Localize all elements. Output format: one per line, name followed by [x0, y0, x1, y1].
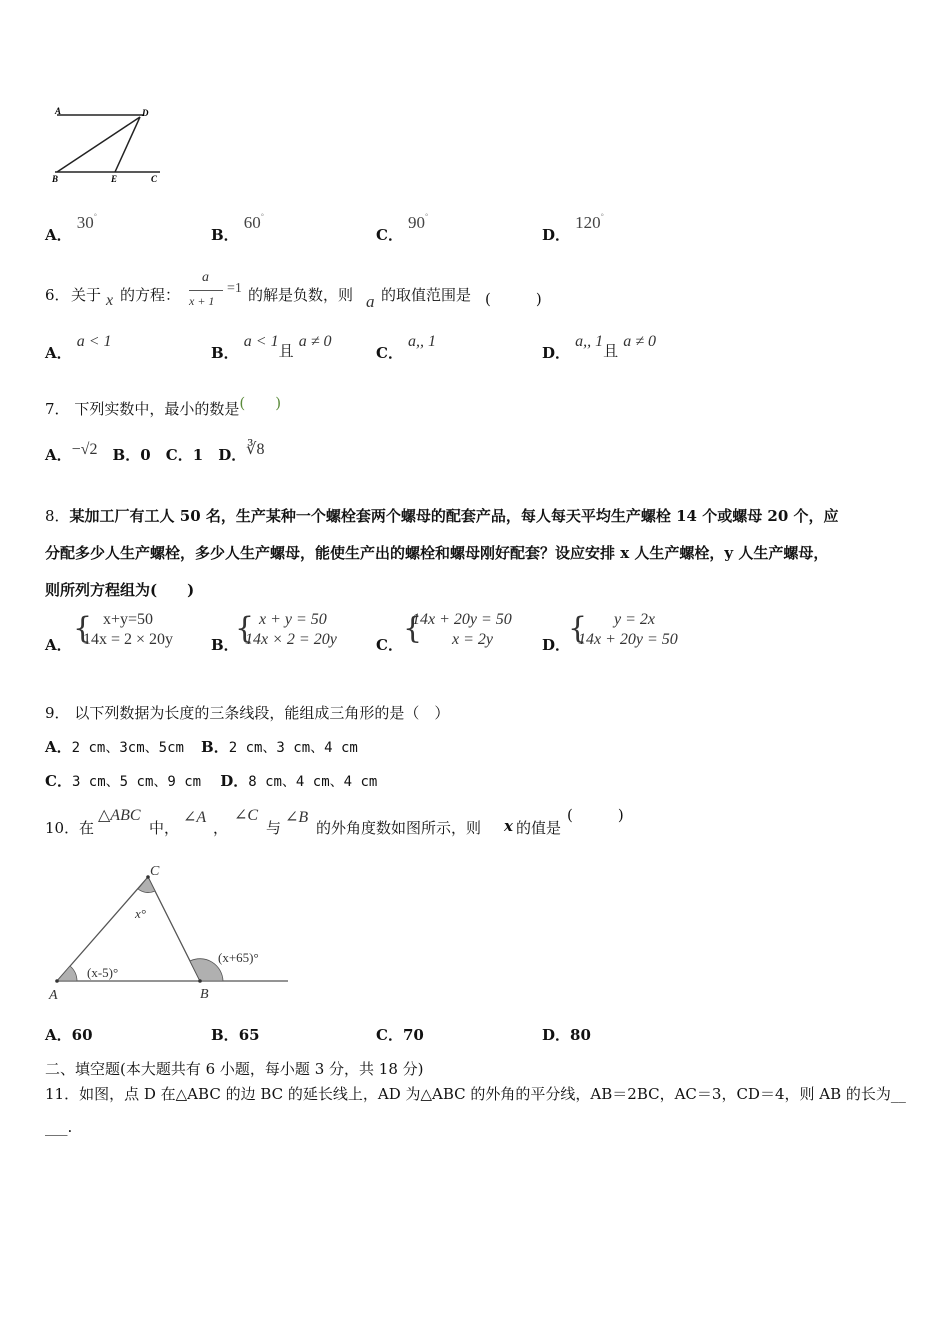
option-label: D．: [542, 344, 571, 362]
q9-option-a[interactable]: [45, 737, 184, 756]
question-number: 8．: [45, 507, 70, 525]
option-label: C．: [165, 446, 193, 464]
option-math-2: a ≠ 0: [623, 333, 656, 350]
equation-2: x = 2y: [452, 631, 493, 648]
question-8: [45, 498, 905, 609]
q7-options: [45, 438, 265, 464]
option-value: 30: [76, 213, 94, 232]
question-9: [45, 702, 449, 723]
q6-text-3: 的解是负数，则: [248, 286, 354, 304]
q9-option-b[interactable]: [201, 737, 358, 756]
label-b: B: [200, 987, 209, 1002]
q10-triangle: △ABC: [98, 807, 141, 824]
option-label: D．: [220, 772, 249, 790]
option-label: D．: [542, 1026, 571, 1044]
degree-mark: °: [600, 212, 604, 221]
q10-option-c[interactable]: [376, 1024, 424, 1045]
option-label: B．: [211, 1026, 239, 1044]
q9-option-c[interactable]: [45, 771, 201, 790]
option-label: B．: [211, 344, 239, 362]
label-c: C: [151, 174, 158, 184]
option-math: a,, 1: [408, 333, 437, 350]
q6-text-2: 的方程：: [120, 286, 181, 304]
equation-2: 14x × 2 = 20y: [245, 631, 337, 648]
option-math: a < 1: [76, 333, 112, 350]
q10-angle-b: ∠B: [285, 809, 309, 826]
q10-option-d[interactable]: [542, 1024, 591, 1045]
option-label: A．: [45, 636, 72, 654]
q6-paren: ( ): [485, 290, 542, 308]
q6-frac-den: x + 1: [189, 294, 215, 308]
option-label: B．: [211, 636, 239, 654]
option-label: A．: [45, 226, 72, 244]
question-7: [45, 394, 282, 419]
q7-option-c[interactable]: [165, 439, 208, 464]
q7-option-a[interactable]: [45, 439, 103, 464]
option-math: a,, 1: [575, 333, 604, 350]
brace-icon: {: [403, 611, 423, 646]
degree-mark: °: [260, 212, 264, 221]
q9-option-d[interactable]: [220, 771, 377, 790]
option-label: A．: [45, 344, 72, 362]
option-label: B．: [112, 446, 141, 464]
option-value: 3 cm、5 cm、9 cm: [71, 774, 202, 790]
q10-option-b[interactable]: [211, 1024, 260, 1045]
q10-text-3: 与: [266, 819, 282, 837]
equation-1: x+y=50: [103, 611, 154, 628]
label-a-angle: (x-5)°: [87, 965, 119, 980]
option-label: D．: [218, 446, 247, 464]
option-value: 60: [243, 213, 261, 232]
question-text: 以下列数据为长度的三条线段，能组成三角形的是（ ）: [74, 704, 450, 722]
q10-text-5: 的值是: [516, 819, 562, 837]
label-a: A: [55, 106, 62, 116]
q10-angle-c: ∠C: [234, 807, 259, 824]
equation-1: y = 2x: [614, 611, 655, 628]
section-2-title: 二、填空题(本大题共有 6 小题，每小题 3 分，共 18 分): [45, 1060, 424, 1078]
q9-options-row-2: [45, 770, 377, 791]
brace-icon: {: [568, 611, 588, 646]
label-x-angle: x°: [135, 906, 146, 921]
question-number: 7．: [45, 400, 70, 418]
option-label: D．: [542, 226, 571, 244]
option-value: 65: [238, 1026, 260, 1044]
figure-q5-parallel-lines: [45, 100, 170, 190]
option-value: 1: [192, 446, 204, 464]
q11-line-1: 11．如图，点 D 在△ABC 的边 BC 的延长线上，AD 为△ABC 的外角的平分线，AB＝2BC，AC＝3，CD＝4，则 AB 的长为__: [45, 1085, 906, 1103]
option-label: B．: [201, 738, 229, 756]
q6-equals: =1: [227, 281, 242, 296]
q10-angle-a: ∠A: [183, 809, 207, 826]
equation-system: [578, 610, 678, 650]
option-label: C．: [376, 636, 403, 654]
option-label: C．: [376, 344, 403, 362]
q6-text-4: 的取值范围是: [381, 286, 472, 304]
equation-2: 14x + 20y = 50: [578, 631, 678, 648]
q10-text-2: 中，: [149, 819, 180, 837]
question-10: [45, 802, 645, 842]
q8-line-1: [45, 498, 905, 535]
option-label: C．: [376, 1026, 403, 1044]
q7-paren: ( ): [239, 394, 282, 412]
degree-mark: °: [425, 212, 429, 221]
q6-option-c[interactable]: [376, 330, 437, 362]
option-math: a < 1: [243, 333, 279, 350]
option-label: C．: [376, 226, 403, 244]
q8-option-b[interactable]: [211, 610, 376, 656]
question-number: 10．: [45, 819, 80, 837]
label-c: C: [150, 864, 160, 879]
q10-text-4: 的外角度数如图所示，则: [316, 819, 482, 837]
question-text: 下列实数中，最小的数是: [74, 400, 240, 418]
q9-options-row-1: [45, 736, 358, 757]
q5-option-d[interactable]: [542, 212, 604, 244]
brace-icon: {: [73, 611, 93, 646]
equation-2: 14x = 2 × 20y: [83, 631, 174, 648]
q6-option-a[interactable]: [45, 330, 112, 362]
degree-mark: °: [93, 212, 97, 221]
option-value: 0: [140, 446, 151, 464]
option-math: −√2: [71, 441, 98, 458]
equation-system: [412, 610, 512, 650]
label-b-angle: (x+65)°: [218, 950, 259, 965]
q10-text-1: 在: [79, 819, 95, 837]
label-a: A: [49, 988, 58, 1003]
option-label: B．: [211, 226, 239, 244]
q5-option-c[interactable]: [376, 212, 429, 244]
q10-x: x: [504, 817, 513, 835]
option-value: 90: [408, 213, 426, 232]
q8-line-3: 则所列方程组为( ): [45, 581, 195, 599]
equation-system: [245, 610, 337, 650]
equation-system: [83, 610, 173, 650]
option-value: 60: [71, 1026, 93, 1044]
question-11: [45, 1083, 905, 1136]
angle-arc-a: [57, 966, 77, 981]
option-value: 80: [570, 1026, 591, 1044]
vertex-b: [198, 979, 202, 983]
question-number: 9．: [45, 704, 70, 722]
option-label: C．: [45, 772, 72, 790]
q6-option-b[interactable]: [211, 330, 332, 362]
q8-line-2: 分配多少人生产螺栓，多少人生产螺母，能使生产出的螺栓和螺母刚好配套？设应安排 x 人生产螺栓，y 人生产螺母，: [45, 544, 829, 562]
option-math-2: a ≠ 0: [298, 333, 332, 350]
q7-option-b[interactable]: [112, 439, 156, 464]
question-number: 6．: [45, 286, 70, 304]
q6-text-1: 关于: [71, 286, 102, 304]
label-e: E: [111, 174, 118, 184]
q10-option-a[interactable]: [45, 1024, 93, 1045]
option-math: ∛8: [246, 441, 265, 458]
option-value: 2 cm、3cm、5cm: [71, 740, 184, 756]
brace-icon: {: [235, 611, 255, 646]
q6-frac-bar: [189, 290, 223, 291]
q6-frac-num: a: [202, 270, 209, 285]
q6-var-x: x: [106, 292, 114, 309]
q8-text-1: 某加工厂有工人 50 名，生产某种一个螺栓套两个螺母的配套产品，每人每天平均生产螺栓 14 个或螺母 20 个，应: [69, 507, 839, 525]
equation-1: 14x + 20y = 50: [412, 611, 512, 628]
label-b: B: [52, 174, 59, 184]
q5-option-a[interactable]: [45, 212, 97, 244]
q6-option-d[interactable]: [542, 330, 656, 362]
option-suffix: 且: [278, 342, 294, 360]
option-label: A．: [45, 1026, 72, 1044]
q8-option-d[interactable]: [542, 610, 712, 656]
option-value: 8 cm、4 cm、4 cm: [248, 774, 378, 790]
equation-1: x + y = 50: [259, 611, 327, 628]
q10-paren: ( ): [567, 806, 624, 824]
q8-option-a[interactable]: [45, 610, 210, 656]
option-value: 70: [402, 1026, 424, 1044]
option-label: A．: [45, 738, 72, 756]
q10-comma: ，: [213, 819, 229, 837]
option-label: D．: [542, 636, 571, 654]
figure-q10-triangle: [45, 860, 300, 1005]
q5-option-b[interactable]: [211, 212, 264, 244]
q6-var-a: a: [366, 292, 375, 311]
option-value: 120: [575, 213, 601, 232]
vertex-a: [55, 979, 59, 983]
label-d: D: [142, 108, 149, 118]
q11-line-2: ___.: [45, 1118, 73, 1136]
option-suffix: 且: [603, 342, 619, 360]
q8-option-c[interactable]: [376, 610, 541, 656]
option-value: 2 cm、3 cm、4 cm: [228, 740, 358, 756]
q7-option-d[interactable]: [218, 439, 265, 464]
option-label: A．: [45, 446, 72, 464]
